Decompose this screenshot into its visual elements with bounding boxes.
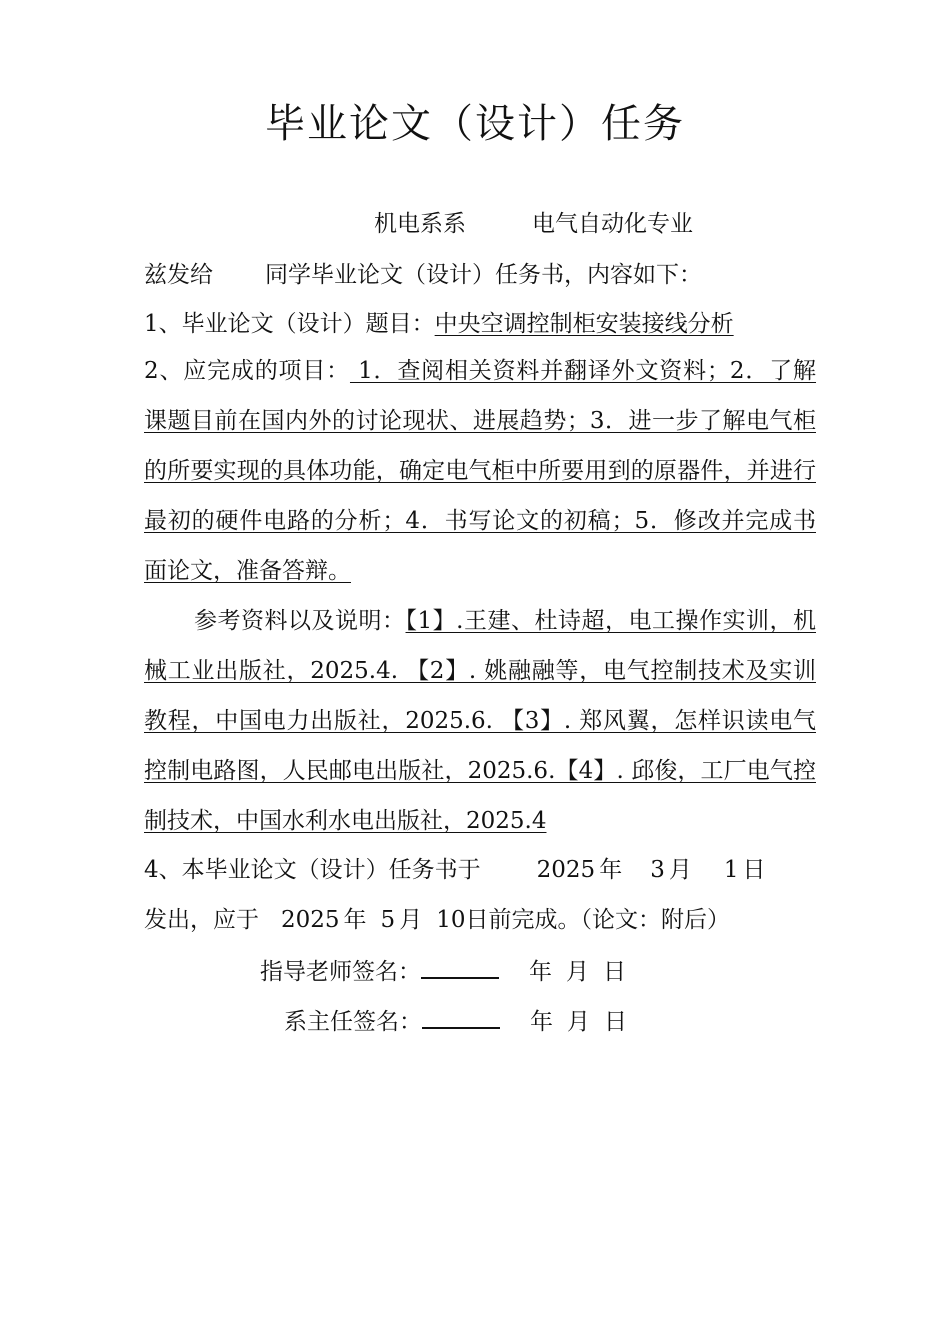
advisor-month: 月 xyxy=(566,959,589,985)
issue-suffix: 同学毕业论文（设计）任务书，内容如下： xyxy=(265,262,702,288)
due-month: 5 xyxy=(380,907,396,933)
due-day: 10 xyxy=(436,907,466,933)
advisor-signature-label: 指导老师签名： xyxy=(260,959,421,985)
item-dates-line2 xyxy=(144,905,730,935)
item-references xyxy=(144,596,816,846)
head-year: 年 xyxy=(530,1009,553,1035)
head-day: 日 xyxy=(604,1009,627,1035)
due-month-unit: 月 xyxy=(399,907,423,933)
topic-label: 1、毕业论文（设计）题目： xyxy=(144,311,435,337)
department: 机电系系 xyxy=(374,211,466,237)
dates-prefix: 4、本毕业论文（设计）任务书于 xyxy=(144,857,481,883)
dates-middle: 发出，应于 xyxy=(144,907,259,933)
issue-day: 1 xyxy=(723,857,739,883)
head-signature-line xyxy=(284,1005,627,1037)
item-dates-line1 xyxy=(144,855,765,885)
issue-month-unit: 月 xyxy=(668,857,692,883)
dates-suffix: 日前完成。（论文：附后） xyxy=(465,907,730,933)
major: 电气自动化专业 xyxy=(532,211,693,237)
advisor-signature-blank[interactable] xyxy=(421,955,499,979)
document-title: 毕业论文（设计）任务 xyxy=(265,101,685,147)
due-year: 2025 xyxy=(281,907,340,933)
issue-month: 3 xyxy=(650,857,665,883)
head-signature-blank[interactable] xyxy=(422,1005,500,1029)
item-topic xyxy=(144,309,734,339)
issue-day-unit: 日 xyxy=(742,857,766,883)
advisor-year: 年 xyxy=(529,959,552,985)
issue-prefix: 兹发给 xyxy=(144,262,213,288)
advisor-signature-line xyxy=(260,955,626,987)
item-tasks xyxy=(144,346,816,596)
references-value: 【1】.王建、杜诗超，电工操作实训，机械工业出版社，2025.4. 【2】. 姚融融等，电气控制技术及实训教程，中国电力出版社，2025.6. 【3】. 郑风翼，怎样识读电气控制电路图，人民邮电出版社，2025.6.【4】. 邱俊，工厂电气控制技术，中国水利水电出版社，2025.4 xyxy=(144,608,816,834)
issue-line xyxy=(144,260,702,290)
tasks-value: 1．查阅相关资料并翻译外文资料；2．了解课题目前在国内外的讨论现状、进展趋势；3．进一步了解电气柜的所要实现的具体功能，确定电气柜中所要用到的原器件，并进行最初的硬件电路的分析；4．书写论文的初稿；5．修改并完成书面论文，准备答辩。 xyxy=(144,358,817,584)
issue-year-unit: 年 xyxy=(599,857,623,883)
advisor-day: 日 xyxy=(603,959,626,985)
department-line xyxy=(374,209,693,239)
issue-year: 2025 xyxy=(536,857,596,883)
due-year-unit: 年 xyxy=(343,907,367,933)
head-signature-label: 系主任签名： xyxy=(284,1009,422,1035)
tasks-label: 2、应完成的项目： xyxy=(144,358,350,384)
head-month: 月 xyxy=(567,1009,590,1035)
references-label: 参考资料以及说明： xyxy=(194,608,406,634)
topic-value: 中央空调控制柜安装接线分析 xyxy=(434,311,734,337)
